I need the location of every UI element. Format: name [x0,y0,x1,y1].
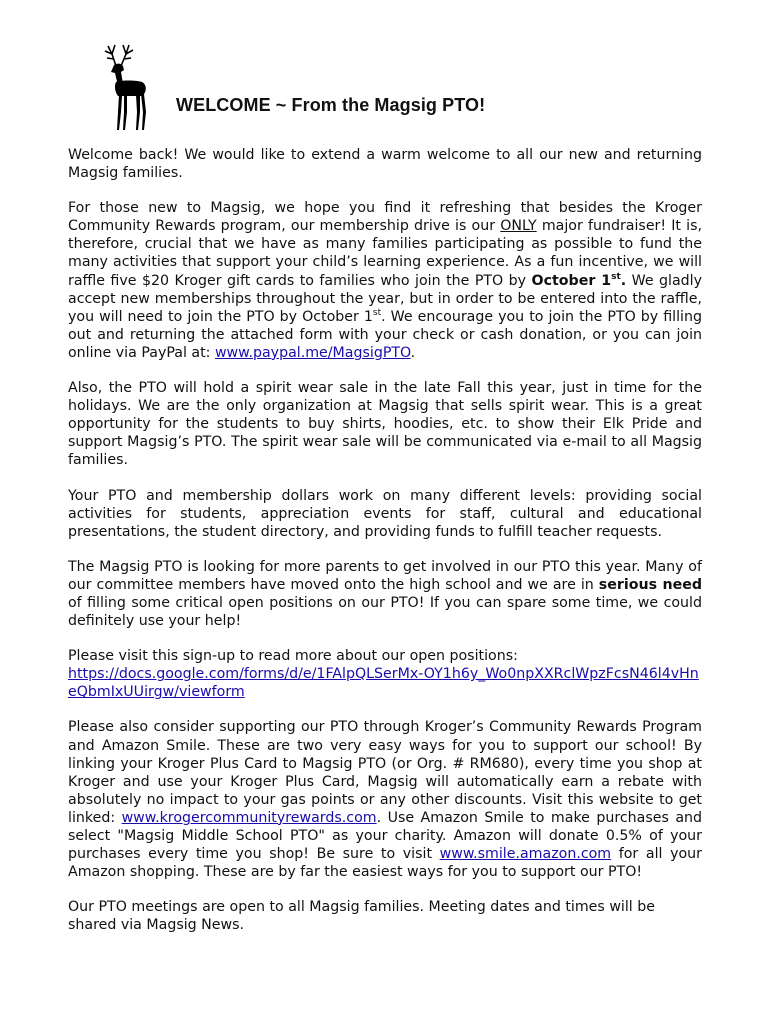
deadline-dot: . [620,272,627,289]
paragraph-spirit-wear: Also, the PTO will hold a spirit wear sale in the late Fall this year, just in time for the holidays. We are the only organization at Magsig that sells spirit wear. This is a great opportunity for the students to buy shirts, hoodies, etc. to show their Elk Pride and support Magsig’s PTO. The spirit wear sale will be communicated via e-mail to all Magsig families. [68,380,702,469]
volunteers-text-1: The Magsig PTO is looking for more parents to get involved in our PTO this year. Many of our committee members have moved onto the high school and we are in [68,558,702,593]
serious-need-bold: serious need [598,576,702,593]
paypal-link[interactable]: www.paypal.me/MagsigPTO [214,344,411,361]
membership-text-2: major fundraiser! It is, therefore, crucial that we have as many families participating as possible to fund the many activities that support your child’s learning experience. As a fun incentive, we will raffle five $20 Kroger gift cards to families who join the PTO by [68,218,702,289]
membership-text-5: . [410,344,416,361]
page-title: WELCOME ~ From the Magsig PTO! [176,95,486,115]
paragraph-signup [68,647,702,701]
paragraph-welcome: Welcome back! We would like to extend a warm welcome to all our new and returning Magsig families. [68,147,702,182]
amazon-smile-link[interactable]: www.smile.amazon.com [439,846,612,863]
elk-silhouette-icon [102,42,154,132]
paragraph-rewards [68,718,702,881]
membership-text-3: We gladly accept new memberships throughout the year, but in order to be entered into the raffle, you will need to join the PTO by October 1 [68,272,702,325]
paragraph-dollars: Your PTO and membership dollars work on many different levels: providing social activities for students, appreciation events for staff, cultural and educational presentations, the student directory, and providing funds to fulfill teacher requests. [68,487,702,540]
deadline-suffix-2: st [372,307,382,318]
paragraph-volunteers [68,558,702,630]
paragraph-membership [68,199,702,362]
membership-text-4: . We encourage you to join the PTO by filling out and returning the attached form with your check or cash donation, or you can join online via PayPal at: [68,308,702,361]
deadline-suffix: st [611,271,621,282]
volunteers-text-2: of filling some critical open positions on our PTO! If you can spare some time, we could definitely use your help! [68,594,702,630]
deadline-bold [532,273,627,289]
rewards-text-1: Please also consider supporting our PTO through Kroger’s Community Rewards Program and Amazon Smile. These are two very easy ways for you to support our school! By linking your Kroger Plus Card to Magsig PTO (or Org. # RM680), every time you shop at Kroger and use your Kroger Plus Card, Magsig will automatically earn a rebate with absolutely no impact to your gas points or any other discounts. Visit this website to get linked: [68,719,702,826]
membership-text-1: For those new to Magsig, we hope you find it refreshing that besides the Kroger Community Rewards program, our membership drive is our [68,200,702,235]
rewards-text-3: for all your Amazon shopping. These are by far the easiest ways for you to support our PTO! [68,846,702,881]
kroger-link[interactable]: www.krogercommunityrewards.com [121,809,377,826]
signup-form-link[interactable]: https://docs.google.com/forms/d/e/1FAlpQLSerMx-OY1h6y_Wo0npXXRclWpzFcsN46l4vHneQbmIxUUirgw/viewform [68,666,699,701]
letter-body [68,146,702,951]
rewards-text-2: . Use Amazon Smile to make purchases and select "Magsig Middle School PTO" as your charity. Amazon will donate 0.5% of your purchases every time you shop! Be sure to visit [68,809,703,863]
signup-text: Please visit this sign-up to read more about our open positions: [68,648,518,665]
only-emphasis: ONLY [500,218,537,235]
paragraph-meetings: Our PTO meetings are open to all Magsig families. Meeting dates and times will be shared via Magsig News. [68,899,655,934]
deadline-date: October 1 [531,272,612,289]
